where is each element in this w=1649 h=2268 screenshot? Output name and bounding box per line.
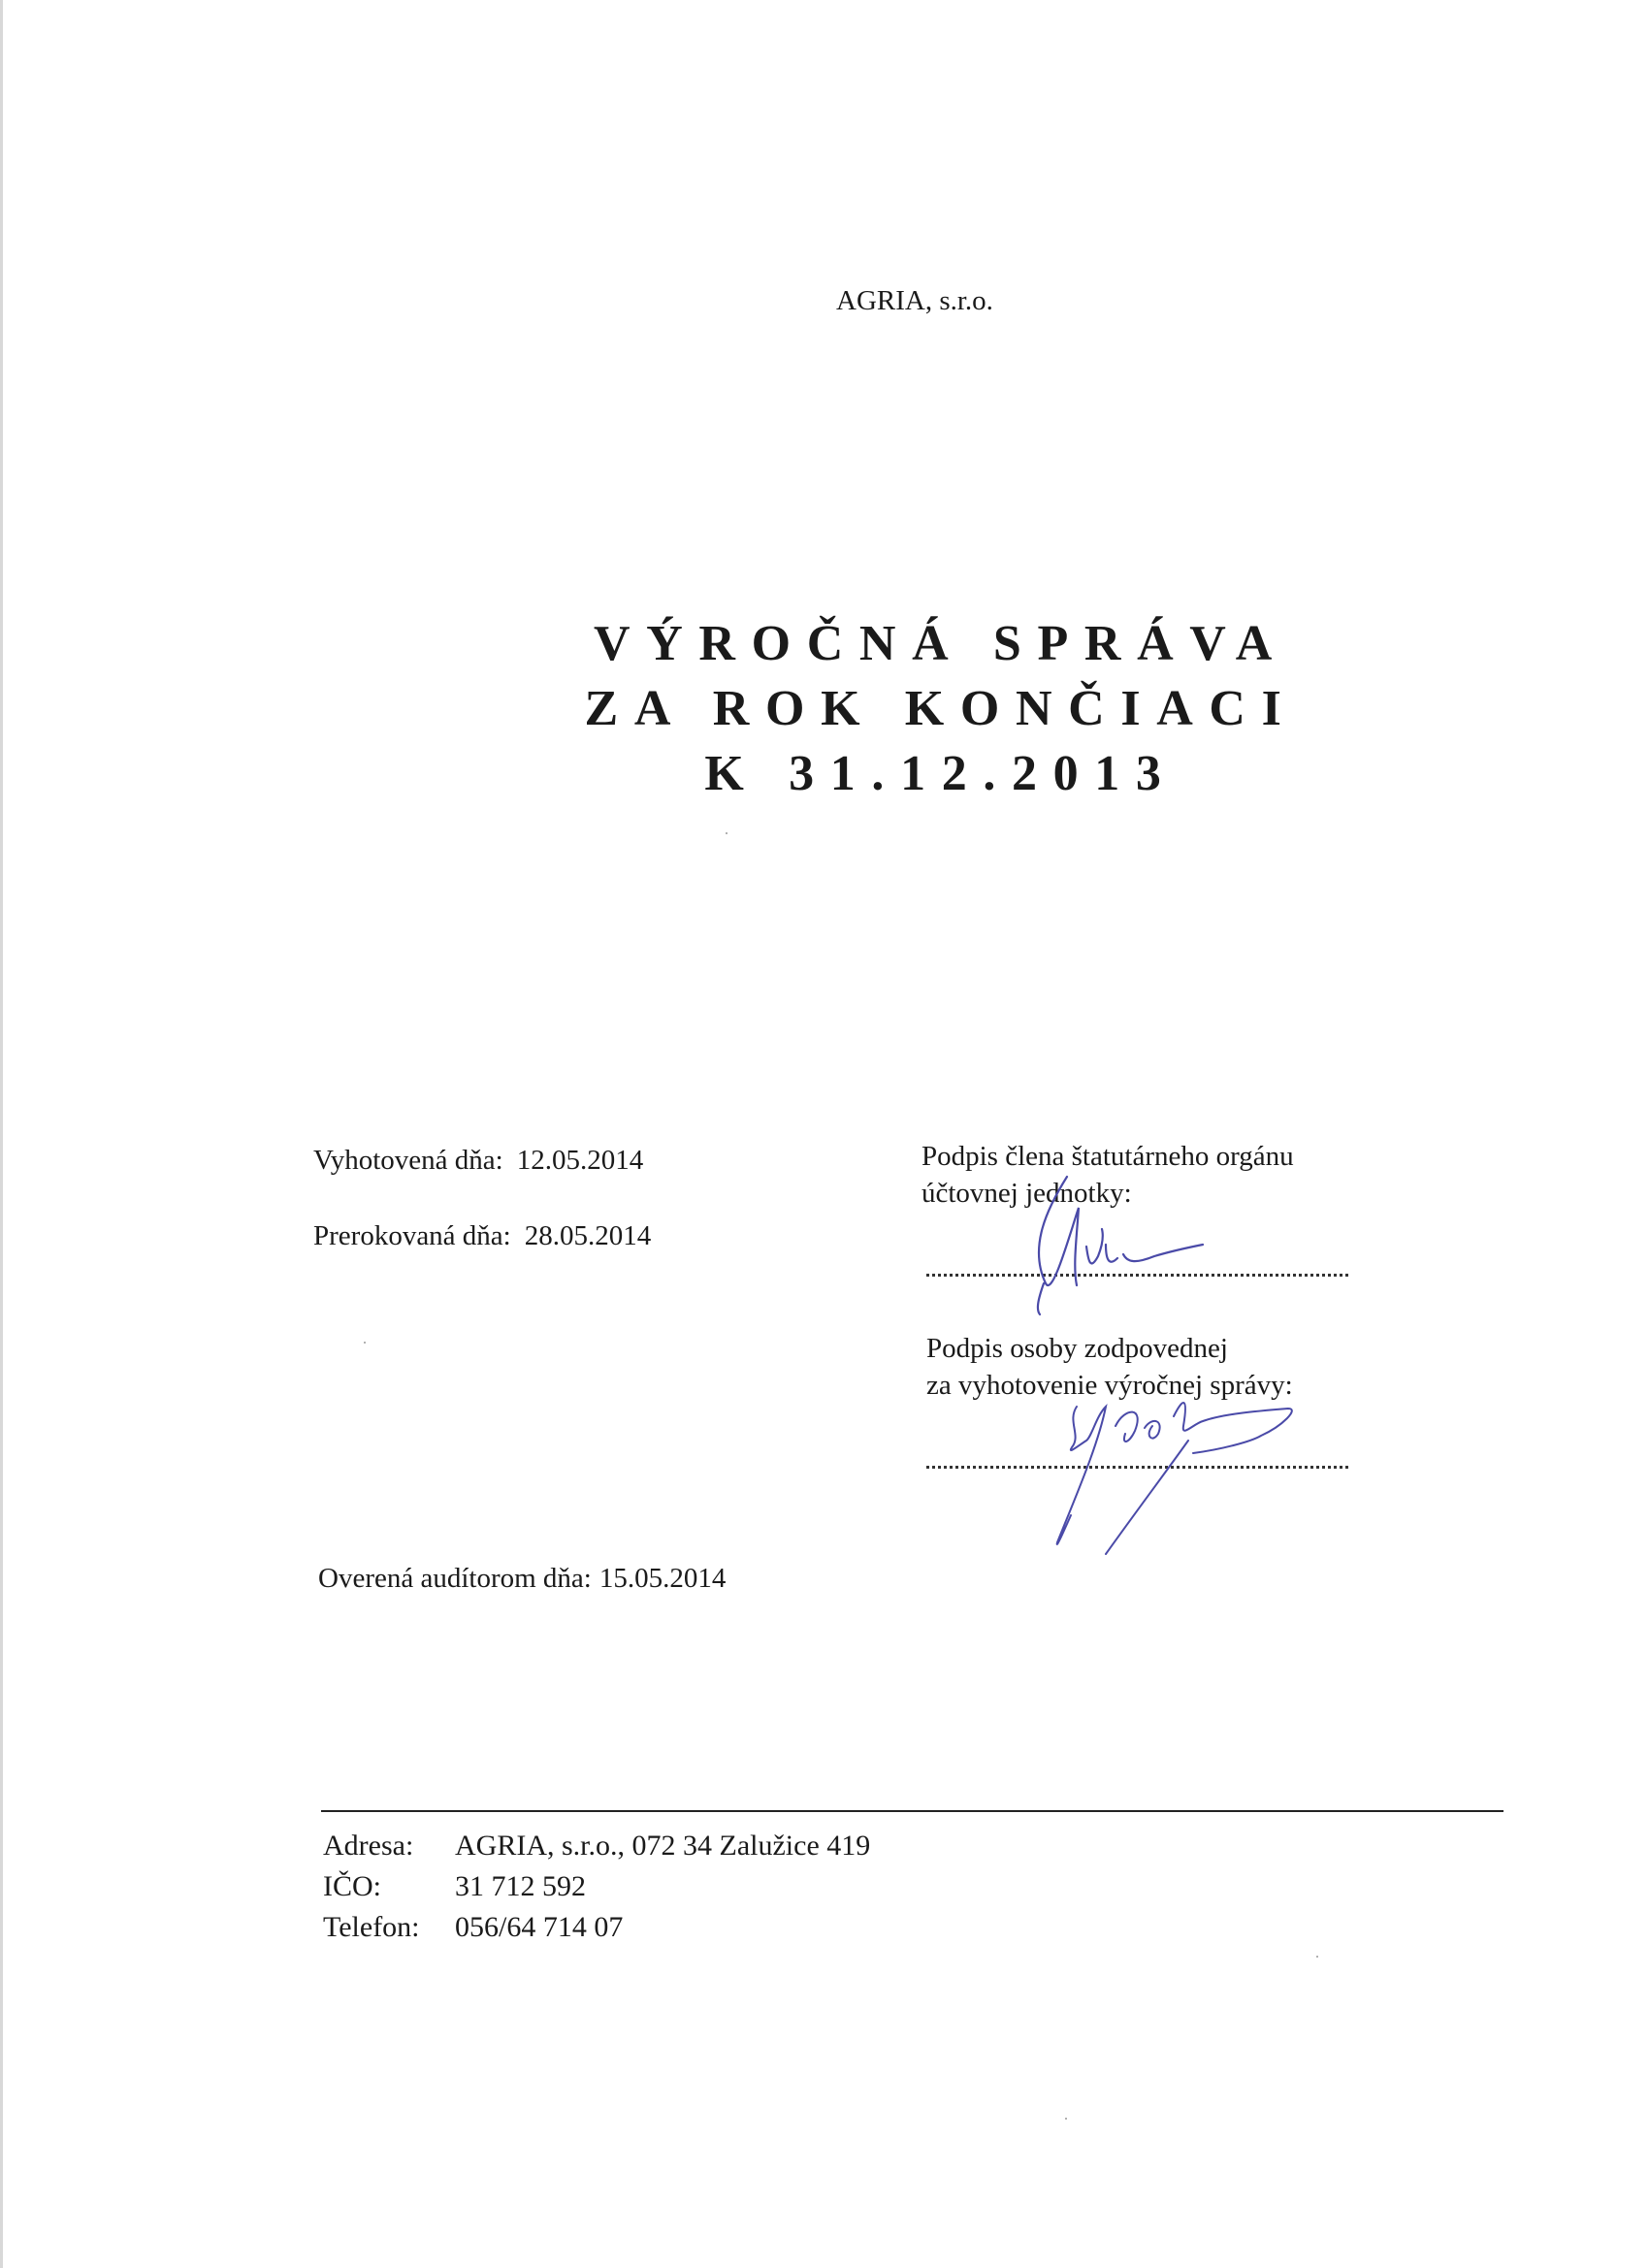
discussed-date	[313, 1220, 651, 1252]
prepared-date	[313, 1145, 643, 1177]
statutory-label-line2: účtovnej jednotky:	[922, 1178, 1132, 1209]
ico-value: 31 712 592	[455, 1870, 586, 1902]
scan-speck	[1065, 2118, 1067, 2120]
scan-speck	[1316, 1956, 1318, 1958]
address-label: Adresa:	[323, 1830, 414, 1862]
responsible-label-line2: za vyhotovenie výročnej správy:	[926, 1370, 1293, 1401]
title-line-3: K 31.12.2013	[704, 746, 1178, 801]
page-edge	[0, 0, 3, 2268]
footer-ico-row	[323, 1866, 870, 1907]
footer-contact	[323, 1826, 870, 1948]
phone-label: Telefon:	[323, 1911, 420, 1943]
discussed-value: 28.05.2014	[524, 1220, 652, 1251]
footer-phone-row	[323, 1907, 870, 1948]
title-line-1: VÝROČNÁ SPRÁVA	[594, 616, 1288, 671]
prepared-value: 12.05.2014	[516, 1145, 644, 1176]
footer-divider	[321, 1810, 1504, 1812]
statutory-label-line1: Podpis člena štatutárneho orgánu	[922, 1141, 1294, 1172]
responsible-handwritten-signature	[1028, 1387, 1339, 1562]
footer-address-row	[323, 1826, 870, 1866]
audited-date	[318, 1563, 726, 1595]
company-name: AGRIA, s.r.o.	[836, 285, 993, 316]
ico-label: IČO:	[323, 1870, 381, 1902]
prepared-label: Vyhotovená dňa:	[313, 1145, 503, 1176]
title-line-2: ZA ROK KONČIACI	[584, 681, 1298, 736]
phone-value: 056/64 714 07	[455, 1911, 624, 1943]
discussed-label: Prerokovaná dňa:	[313, 1220, 511, 1251]
scan-speck	[726, 832, 728, 834]
audited-value: 15.05.2014	[598, 1563, 727, 1594]
responsible-label-line1: Podpis osoby zodpovednej	[926, 1333, 1228, 1364]
scan-speck	[364, 1342, 366, 1344]
audited-label: Overená audítorom dňa:	[318, 1563, 592, 1594]
address-value: AGRIA, s.r.o., 072 34 Zalužice 419	[455, 1830, 871, 1862]
statutory-handwritten-signature	[1009, 1169, 1232, 1314]
